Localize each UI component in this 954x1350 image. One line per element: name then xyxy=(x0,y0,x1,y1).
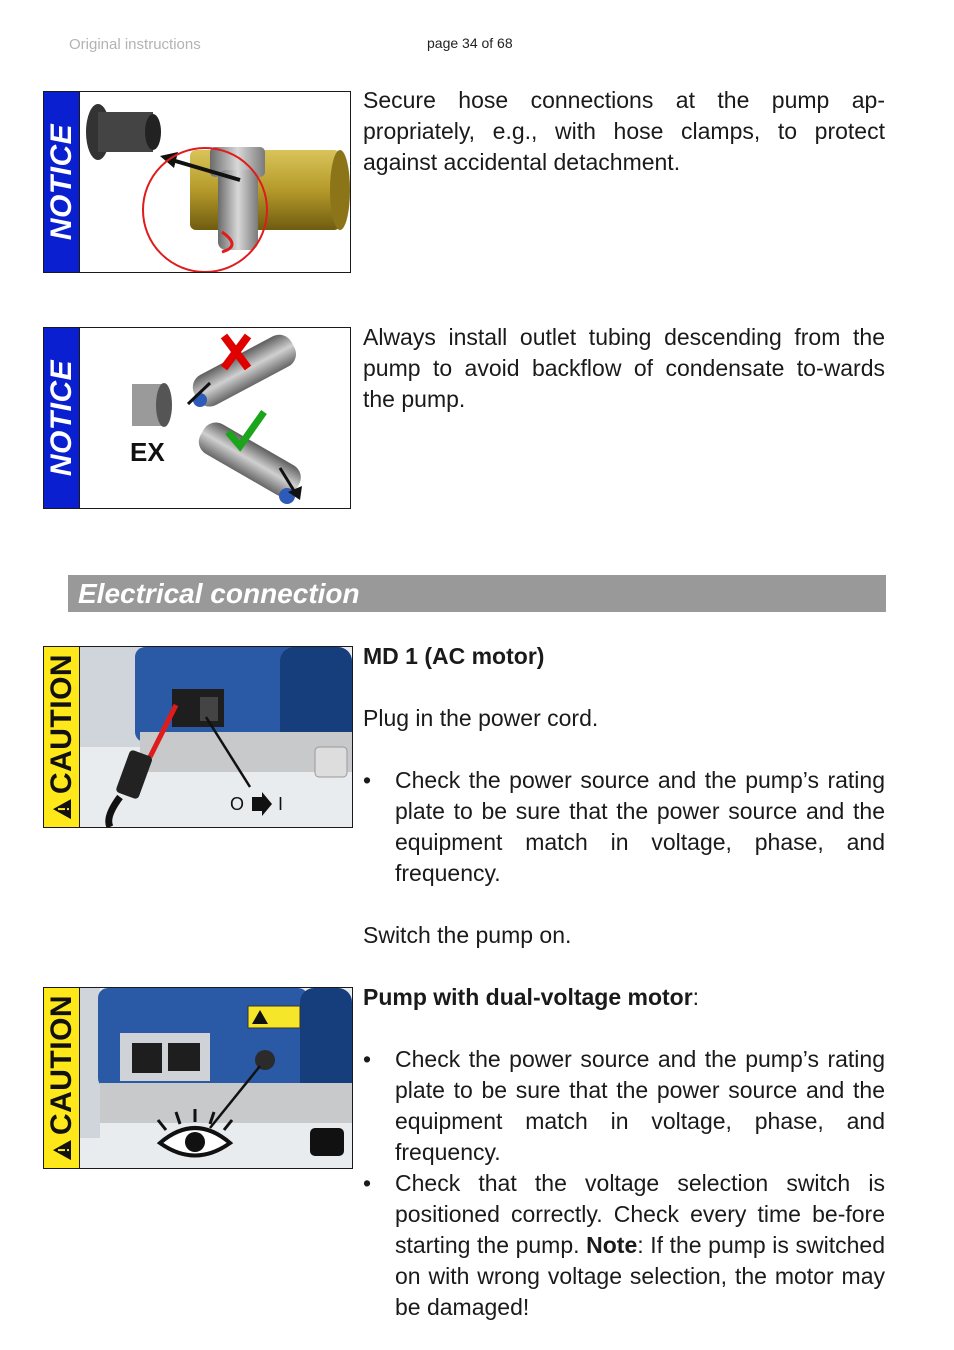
notice-label: NOTICE xyxy=(44,123,78,241)
notice1-text: Secure hose connections at the pump ap-propriately, e.g., with hose clamps, to protect against accidental detachment. xyxy=(363,87,885,175)
ex-label: EX xyxy=(130,437,165,467)
notice-label: NOTICE xyxy=(44,359,78,477)
list-item: • Check that the voltage selection switch is positioned correctly. Check every time be-fore starting the pump. Note: If the pump is switched on with wrong voltage selection, the motor may be damaged! xyxy=(363,1170,885,1320)
caution-label: CAUTION xyxy=(45,654,79,820)
outlet-tubing-illustration xyxy=(80,328,350,508)
md1-instructions xyxy=(363,641,885,951)
header-document-type: Original instructions xyxy=(69,36,201,53)
page-number: page 34 of 68 xyxy=(427,35,513,51)
warning-triangle-icon xyxy=(52,798,72,820)
hose-clamp-illustration xyxy=(80,92,350,272)
dual-voltage-instructions xyxy=(363,982,885,1323)
caution-label: CAUTION xyxy=(45,995,79,1161)
notice-panel-outlet-tubing xyxy=(43,327,351,509)
caution-panel-power-cord xyxy=(43,646,353,828)
notice2-text: Always install outlet tubing descending from the pump to avoid backflow of condensate to-wards the pump. xyxy=(363,324,885,412)
voltage-switch-illustration xyxy=(80,988,352,1168)
list-item: • Check the power source and the pump’s rating plate to be sure that the power source and the equipment match in voltage, phase, and frequency. xyxy=(363,767,885,886)
caution-panel-dual-voltage xyxy=(43,987,353,1169)
warning-triangle-icon xyxy=(52,1139,72,1161)
list-item: • Check the power source and the pump’s rating plate to be sure that the power source and the equipment match in voltage, phase, and frequency. xyxy=(363,1046,885,1165)
notice-sidebar xyxy=(44,328,80,508)
note-label: Note xyxy=(586,1232,638,1258)
dual-voltage-heading: Pump with dual-voltage motor: xyxy=(363,984,700,1010)
switch-on-label: I xyxy=(278,794,284,814)
section-title: Electrical connection xyxy=(78,578,360,609)
bullet-icon: • xyxy=(363,1170,372,1196)
caution-sidebar xyxy=(44,647,80,827)
md1-bullet-list xyxy=(363,765,885,889)
dual-voltage-bullet-list xyxy=(363,1044,885,1323)
power-socket-illustration xyxy=(80,647,352,827)
switch-off-label: O xyxy=(230,794,245,814)
notice-sidebar xyxy=(44,92,80,272)
bullet-icon: • xyxy=(363,1046,372,1072)
md1-heading: MD 1 (AC motor) xyxy=(363,643,545,669)
caution-sidebar xyxy=(44,988,80,1168)
bullet-icon: • xyxy=(363,767,372,793)
plug-in-instruction: Plug in the power cord. xyxy=(363,705,599,731)
section-heading-bar xyxy=(68,575,886,612)
switch-on-instruction: Switch the pump on. xyxy=(363,922,572,948)
notice-panel-hose-clamp xyxy=(43,91,351,273)
